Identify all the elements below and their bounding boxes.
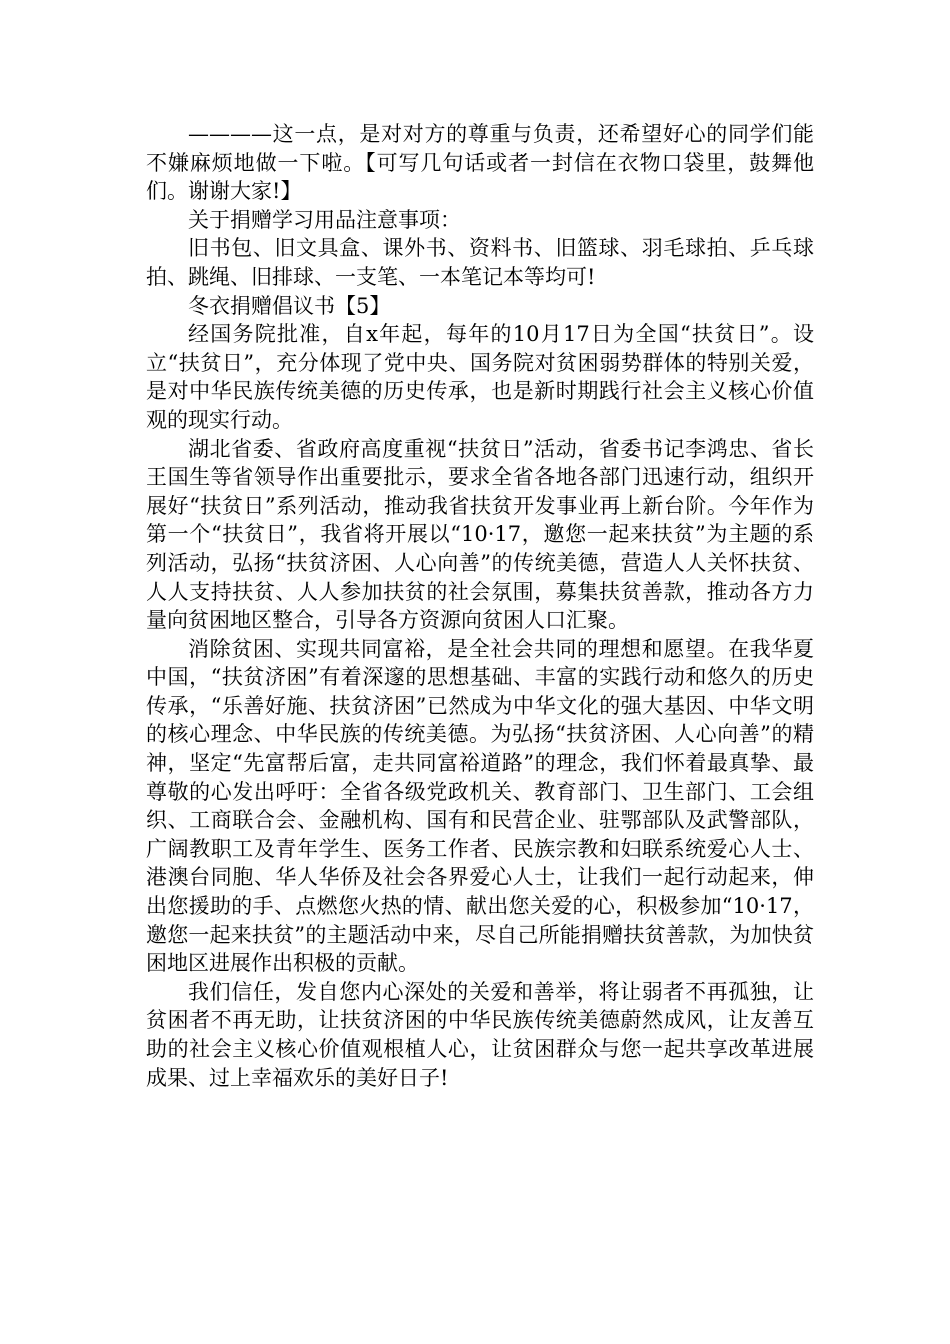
- paragraph-7: 消除贫困、实现共同富裕，是全社会共同的理想和愿望。在我华夏中国，“扶贫济困”有着深邃的思想基础、丰富的实践行动和悠久的历史传承，“乐善好施、扶贫济困”已然成为中华文化的强大基因、中华文明的核心理念、中华民族的传统美德。为弘扬“扶贫济困、人心向善”的精神，坚定“先富帮后富，走共同富裕道路”的理念，我们怀着最真挚、最尊敬的心发出呼吁：全省各级党政机关、教育部门、卫生部门、工会组织、工商联合会、金融机构、国有和民营企业、驻鄂部队及武警部队，广阔教职工及青年学生、医务工作者、民族宗教和妇联系统爱心人士、港澳台同胞、华人华侨及社会各界爱心人士，让我们一起行动起来，伸出您援助的手、点燃您火热的情、献出您关爱的心，积极参加“10·17，邀您一起来扶贫”的主题活动中来，尽自己所能捐赠扶贫善款，为加快贫困地区进展作出积极的贡献。: [146, 636, 814, 976]
- section-heading: 冬衣捐赠倡议书【5】: [188, 293, 391, 318]
- paragraph-6: 湖北省委、省政府高度重视“扶贫日”活动，省委书记李鸿忠、省长王国生等省领导作出重要批示，要求全省各地各部门迅速行动，组织开展好“扶贫日”系列活动，推动我省扶贫开发事业再上新台阶。今年作为第一个“扶贫日”，我省将开展以“10·17，邀您一起来扶贫”为主题的系列活动，弘扬“扶贫济困、人心向善”的传统美德，营造人人关怀扶贫、人人支持扶贫、人人参加扶贫的社会氛围，募集扶贫善款，推动各方力量向贫困地区整合，引导各方资源向贫困人口汇聚。: [146, 436, 814, 633]
- paragraph-2: 关于捐赠学习用品注意事项：: [188, 207, 461, 232]
- paragraph-8: 我们信任，发自您内心深处的关爱和善举，将让弱者不再孤独，让贫困者不再无助，让扶贫济困的中华民族传统美德蔚然成风，让友善互助的社会主义核心价值观根植人心，让贫困群众与您一起共享改革进展成果、过上幸福欢乐的美好日子!: [146, 979, 814, 1090]
- document-body: [146, 120, 814, 1092]
- paragraph-5: 经国务院批准，自x年起，每年的10月17日为全国“扶贫日”。设立“扶贫日”，充分体现了党中央、国务院对贫困弱势群体的特别关爱，是对中华民族传统美德的历史传承，也是新时期践行社会主义核心价值观的现实行动。: [146, 322, 814, 432]
- paragraph-1: ————这一点，是对对方的尊重与负责，还希望好心的同学们能不嫌麻烦地做一下啦。【可写几句话或者一封信在衣物口袋里，鼓舞他们。谢谢大家!】: [146, 122, 814, 204]
- paragraph-3: 旧书包、旧文具盒、课外书、资料书、旧篮球、羽毛球拍、乒乓球拍、跳绳、旧排球、一支笔、一本笔记本等均可!: [146, 236, 814, 289]
